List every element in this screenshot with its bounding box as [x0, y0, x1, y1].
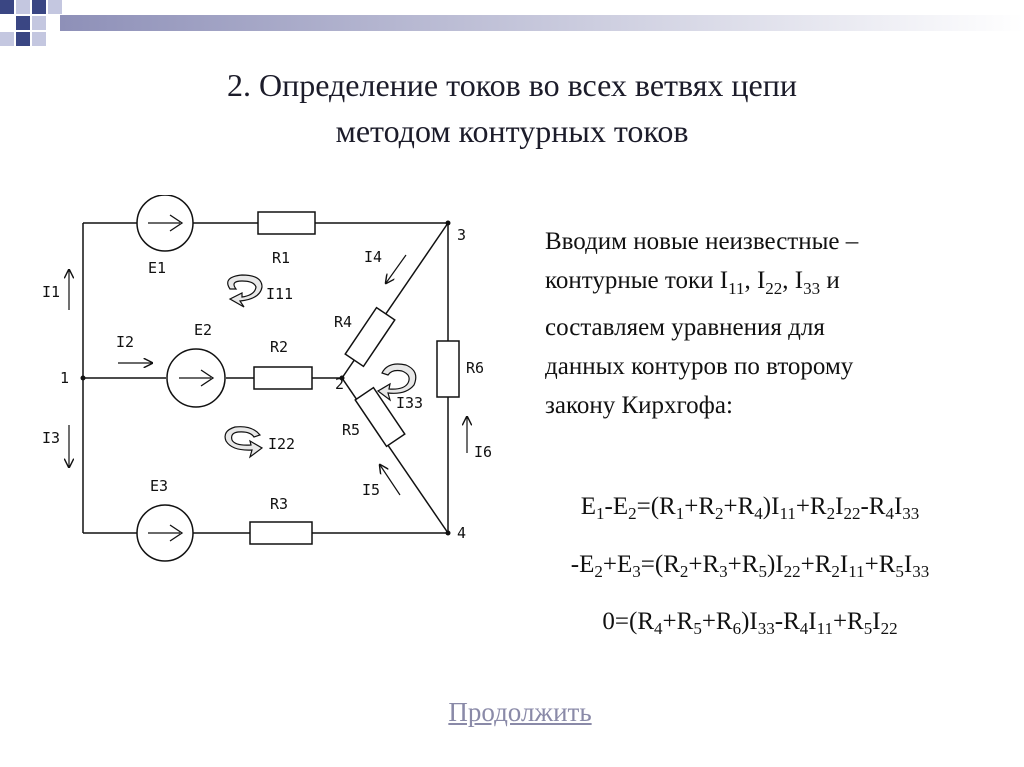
- equation-term: +R: [701, 608, 733, 635]
- deco-square: [32, 32, 46, 46]
- equation-subscript: 2: [831, 562, 840, 581]
- equation-term: +R: [723, 493, 755, 520]
- equation-2: [495, 550, 1005, 580]
- deco-square: [32, 0, 46, 14]
- paragraph-line: [545, 261, 985, 308]
- equation-term: I: [835, 493, 844, 520]
- loop-arrow-i11-icon: [228, 275, 262, 307]
- subscript: 22: [765, 279, 783, 298]
- equation-subscript: 22: [880, 619, 898, 638]
- equation-term: +R: [688, 551, 720, 578]
- equation-subscript: 2: [628, 504, 637, 523]
- equation-term: I: [872, 608, 881, 635]
- label-e2: E2: [194, 321, 213, 339]
- paragraph-line: составляем уравнения для: [545, 314, 825, 341]
- paragraph-line: данных контуров по второму: [545, 353, 854, 380]
- equation-1: [495, 492, 1005, 522]
- subscript: 11: [728, 279, 745, 298]
- equation-subscript: 4: [799, 619, 809, 638]
- label-i11: I11: [266, 285, 294, 303]
- label-i5: I5: [362, 481, 381, 499]
- deco-square: [0, 32, 14, 46]
- equation-term: -R: [774, 608, 800, 635]
- equation-subscript: 2: [826, 504, 836, 523]
- label-r2: R2: [270, 338, 289, 356]
- text-fragment: контурные токи I: [545, 267, 729, 294]
- equation-subscript: 2: [679, 562, 689, 581]
- paragraph-line: Вводим новые неизвестные –: [545, 228, 859, 255]
- equation-subscript: 22: [843, 504, 861, 523]
- equation-subscript: 5: [758, 562, 767, 581]
- deco-square: [0, 0, 14, 14]
- label-i2: I2: [116, 333, 135, 351]
- equation-term: -R: [860, 493, 886, 520]
- loop-arrow-i22-icon: [225, 427, 262, 457]
- label-node-4: 4: [457, 524, 467, 542]
- equation-term: I: [808, 608, 817, 635]
- label-i1: I1: [42, 283, 61, 301]
- equation-subscript: 2: [715, 504, 724, 523]
- resistor-r2: [254, 367, 312, 389]
- equation-subscript: 33: [912, 562, 930, 581]
- node-dot-1: [81, 376, 86, 381]
- title-line-2: методом контурных токов: [335, 113, 689, 149]
- equation-term: +R: [795, 493, 827, 520]
- equation-term: +E: [602, 551, 633, 578]
- equation-subscript: 5: [863, 619, 873, 638]
- equation-subscript: 4: [754, 504, 763, 523]
- subscript: 33: [803, 279, 821, 298]
- equation-subscript: 3: [632, 562, 641, 581]
- label-node-2: 2: [335, 375, 345, 393]
- explanation-paragraph: [545, 222, 985, 425]
- label-node-3: 3: [457, 226, 467, 244]
- equation-subscript: 5: [895, 562, 904, 581]
- deco-square: [48, 0, 62, 14]
- equation-term: 0=(R: [602, 608, 655, 635]
- equation-term: +R: [662, 608, 694, 635]
- label-e3: E3: [150, 477, 169, 495]
- equation-term: I: [893, 493, 903, 520]
- resistor-r4: [345, 308, 395, 367]
- equation-term: )I: [762, 493, 780, 520]
- header-decoration: [0, 0, 1024, 60]
- label-i33: I33: [396, 394, 424, 412]
- equation-subscript: 33: [902, 504, 920, 523]
- equation-subscript: 6: [732, 619, 742, 638]
- deco-square: [32, 16, 46, 30]
- equation-subscript: 11: [848, 562, 865, 581]
- equation-term: +R: [864, 551, 896, 578]
- equation-subscript: 33: [757, 619, 775, 638]
- label-i3: I3: [42, 429, 61, 447]
- equation-term: I: [839, 551, 849, 578]
- header-gradient-bar: [60, 15, 1024, 31]
- equation-subscript: 4: [654, 619, 663, 638]
- label-e1: E1: [148, 259, 167, 277]
- equation-subscript: 1: [675, 504, 685, 523]
- node-dot-3: [446, 221, 451, 226]
- equation-subscript: 11: [779, 504, 796, 523]
- text-fragment: , I: [744, 267, 766, 294]
- resistor-r3: [250, 522, 312, 544]
- resistor-r6: [437, 341, 459, 397]
- equation-term: )I: [741, 608, 758, 635]
- label-r3: R3: [270, 495, 289, 513]
- circuit-diagram: [30, 195, 520, 570]
- equation-3: [495, 607, 1005, 637]
- equation-subscript: 11: [816, 619, 833, 638]
- equation-term: +R: [727, 551, 759, 578]
- text-fragment: и: [820, 267, 840, 294]
- label-r6: R6: [466, 359, 485, 377]
- equation-term: -E: [604, 493, 629, 520]
- arrow-i5: [380, 465, 400, 495]
- paragraph-line: закону Кирхгофа:: [545, 392, 733, 419]
- equation-subscript: 22: [783, 562, 801, 581]
- node-dot-4: [446, 531, 451, 536]
- deco-square: [16, 32, 30, 46]
- label-i6: I6: [474, 443, 493, 461]
- label-i22: I22: [268, 435, 296, 453]
- page-title: [60, 62, 964, 154]
- text-fragment: , I: [782, 267, 804, 294]
- label-i4: I4: [364, 248, 383, 266]
- equation-subscript: 2: [594, 562, 603, 581]
- deco-square: [16, 0, 30, 14]
- equation-term: I: [903, 551, 913, 578]
- label-r4: R4: [334, 313, 353, 331]
- equation-subscript: 3: [719, 562, 728, 581]
- equation-term: =(R: [640, 551, 680, 578]
- equation-term: -E: [570, 551, 595, 578]
- continue-link[interactable]: Продолжить: [448, 697, 592, 727]
- deco-square: [16, 16, 30, 30]
- equation-term: E: [580, 493, 597, 520]
- equation-term: =(R: [636, 493, 676, 520]
- equation-subscript: 4: [885, 504, 894, 523]
- equation-term: )I: [766, 551, 784, 578]
- equation-subscript: 1: [596, 504, 605, 523]
- label-r1: R1: [272, 249, 291, 267]
- label-r5: R5: [342, 421, 361, 439]
- resistor-r1: [258, 212, 315, 234]
- title-line-1: 2. Определение токов во всех ветвях цепи: [227, 67, 797, 103]
- label-node-1: 1: [60, 369, 70, 387]
- equation-term: +R: [684, 493, 716, 520]
- equation-subscript: 5: [693, 619, 702, 638]
- equation-term: +R: [832, 608, 864, 635]
- arrow-i4: [386, 255, 406, 283]
- equation-term: +R: [800, 551, 832, 578]
